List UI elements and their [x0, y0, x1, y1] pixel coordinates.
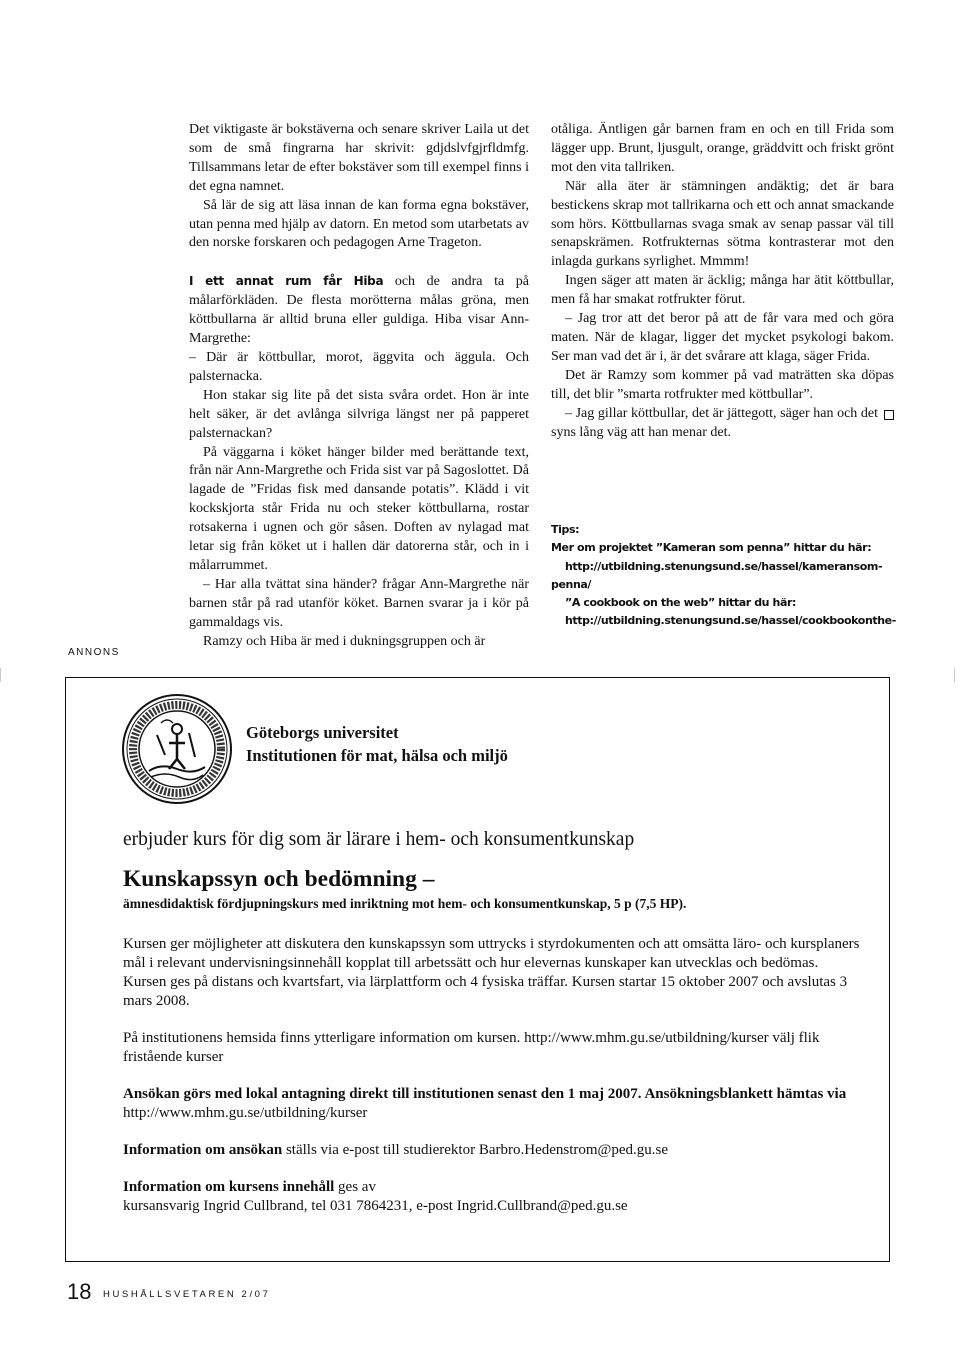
page-number: 18 [67, 1279, 92, 1304]
application-link[interactable]: http://www.mhm.gu.se/utbildning/kurser [123, 1105, 368, 1121]
ad-paragraph [123, 1141, 863, 1160]
article-paragraph: Hon stakar sig lite på det sista svåra ordet. Hon är inte helt säker, är det avlånga silvriga längst ner på papperet palsternackan? [189, 387, 529, 441]
ad-paragraph [123, 1085, 863, 1123]
magazine-name: HUSHÅLLSVETAREN 2/07 [103, 1289, 271, 1300]
university-seal-icon [121, 693, 233, 805]
article-final-text: – Jag gillar köttbullar, det är jättegott, säger han och det syns lång väg att han menar det. [551, 405, 878, 440]
article-paragraph: På väggarna i köket hänger bilder med berättande text, från när Ann-Margrethe och Frida sist var på Sagoslottet. Då lagade de ”Fridas fisk med dansande potatis”. Klädd i vit kockskjorta står Frida nu och steker köttbullarna, rostar rotsakerna i ugnen och gör såsen. Doften av nylagad mat letar sig från köket ut i hallen där datorerna står, och in i målarrummet. [189, 444, 529, 573]
application-contact-bold: Information om ansökan [123, 1142, 283, 1158]
ad-header [246, 721, 508, 767]
article-paragraph: – Jag tror att det beror på att de får vara med och göra maten. När de klagar, ligger det mycket psykologi bakom. Ser man vad det är i, är det svårare att klaga, säger Frida. [551, 311, 894, 364]
tips-heading: Tips: [551, 523, 580, 536]
annons-label: ANNONS [68, 647, 120, 658]
article-paragraph: – Har alla tvättat sina händer? frågar Ann-Margrethe när barnen står på rad utanför köket. Barnen svarar ja i kör på gammaldags vis. [189, 576, 529, 630]
article-paragraph [189, 272, 529, 349]
course-title: Kunskapssyn och bedömning – [123, 866, 435, 892]
course-contact-details: kursansvarig Ingrid Cullbrand, tel 031 7864231, e-post Ingrid.Cullbrand@ped.gu.se [123, 1198, 628, 1214]
crop-mark [0, 668, 5, 682]
article-paragraph [551, 405, 894, 443]
ad-paragraph: På institutionens hemsida finns ytterligare information om kursen. http://www.mhm.gu.se/utbildning/kurser välj flik fristående kurser [123, 1030, 820, 1065]
ad-body [123, 830, 863, 1234]
ad-paragraph: Kursen ger möjligheter att diskutera den kunskapssyn som uttrycks i styrdokumenten och att omsätta läro- och kursplaners mål i relevant undervisningsinnehåll kopplat till arbetssätt och hur elevernas kunskaper kan utvecklas och bedömas. Kursen ges på distans och kvartsfart, via lärplattform och 4 fysiska träffar. Kursen startar 15 oktober 2007 och avslutas 3 mars 2008. [123, 936, 860, 1009]
article-left-column [189, 121, 529, 651]
course-contact-text: ges av [334, 1179, 376, 1195]
article-paragraph: När alla äter är stämningen andäktig; det är bara bestickens skrap mot tallrikarna och ett och annat smackande som hörs. Köttbullarnas svaga smak av senap passar väl till senapskrämen. Rotfrukternas sötma kontrasterar mot den inlagda gurkans syrlighet. Mmmm! [551, 178, 894, 270]
application-contact-text: ställs via e-post till studierektor Barbro.Hedenstrom@ped.gu.se [282, 1142, 669, 1158]
article-paragraph: Det viktigaste är bokstäverna och senare skriver Laila ut det som de små fingrarna har skrivit: gdjdslvfgjrfldmfg. Tillsammans letar de efter bokstäver som till exempel finns i det egna namnet. [189, 122, 529, 194]
section-lead-in: I ett annat rum får Hiba [189, 274, 384, 289]
article-paragraph: Så lär de sig att läsa innan de kan forma egna bokstäver, utan penna med hjälp av datorn. En metod som utarbetats av den norske forskaren och pedagogen Arne Trageton. [189, 197, 529, 251]
section-lead-text: och de andra ta på målarförkläden. De flesta morötterna målas gröna, men köttbullarna är alltid bruna eller guldiga. Hiba visar Ann-Margrethe: [189, 274, 529, 347]
crop-mark [954, 668, 959, 682]
article-paragraph: Ingen säger att maten är äcklig; många har ätit köttbullar, men få har smakat rotfrukter förut. [551, 273, 894, 308]
article-paragraph: otåliga. Äntligen går barnen fram en och en till Frida som lägger upp. Brunt, ljusgult, orange, gräddvitt och friskt grönt mot den vita tallriken. [551, 122, 894, 175]
advertisement-box [65, 677, 890, 1262]
course-contact-bold: Information om kursens innehåll [123, 1179, 335, 1195]
tips-box [551, 521, 896, 631]
institution-name: Institutionen för mat, hälsa och miljö [246, 746, 508, 765]
application-info-bold: Ansökan görs med lokal antagning direkt till institutionen senast den 1 maj 2007. Ansökningsblankett hämtas via [123, 1086, 847, 1102]
course-subtitle: ämnesdidaktisk fördjupningskurs med inriktning mot hem- och konsumentkunskap, 5 p (7,5 HP). [123, 896, 687, 911]
article-paragraph: – Där är köttbullar, morot, äggvita och äggula. Och palsternacka. [189, 349, 529, 384]
tips-line: Mer om projektet ”Kameran som penna” hittar du här: [551, 541, 872, 555]
ad-paragraph [123, 1178, 863, 1216]
ad-offer: erbjuder kurs för dig som är lärare i hem- och konsumentkunskap [123, 829, 635, 850]
tips-link-cont[interactable]: penna/ [551, 577, 592, 591]
tips-link[interactable]: http://utbildning.stenungsund.se/hassel/kameransom- [565, 559, 883, 573]
article-paragraph: Ramzy och Hiba är med i dukningsgruppen och är [203, 633, 486, 649]
tips-line: ”A cookbook on the web” hittar du här: [565, 596, 797, 610]
tips-link[interactable]: http://utbildning.stenungsund.se/hassel/cookbookonthe- [565, 614, 896, 628]
end-mark-icon [884, 410, 894, 420]
university-name: Göteborgs universitet [246, 723, 399, 742]
article-right-column [551, 121, 894, 442]
article-paragraph: Det är Ramzy som kommer på vad maträtten ska döpas till, det blir ”smarta rotfrukter med köttbullar”. [551, 367, 894, 402]
